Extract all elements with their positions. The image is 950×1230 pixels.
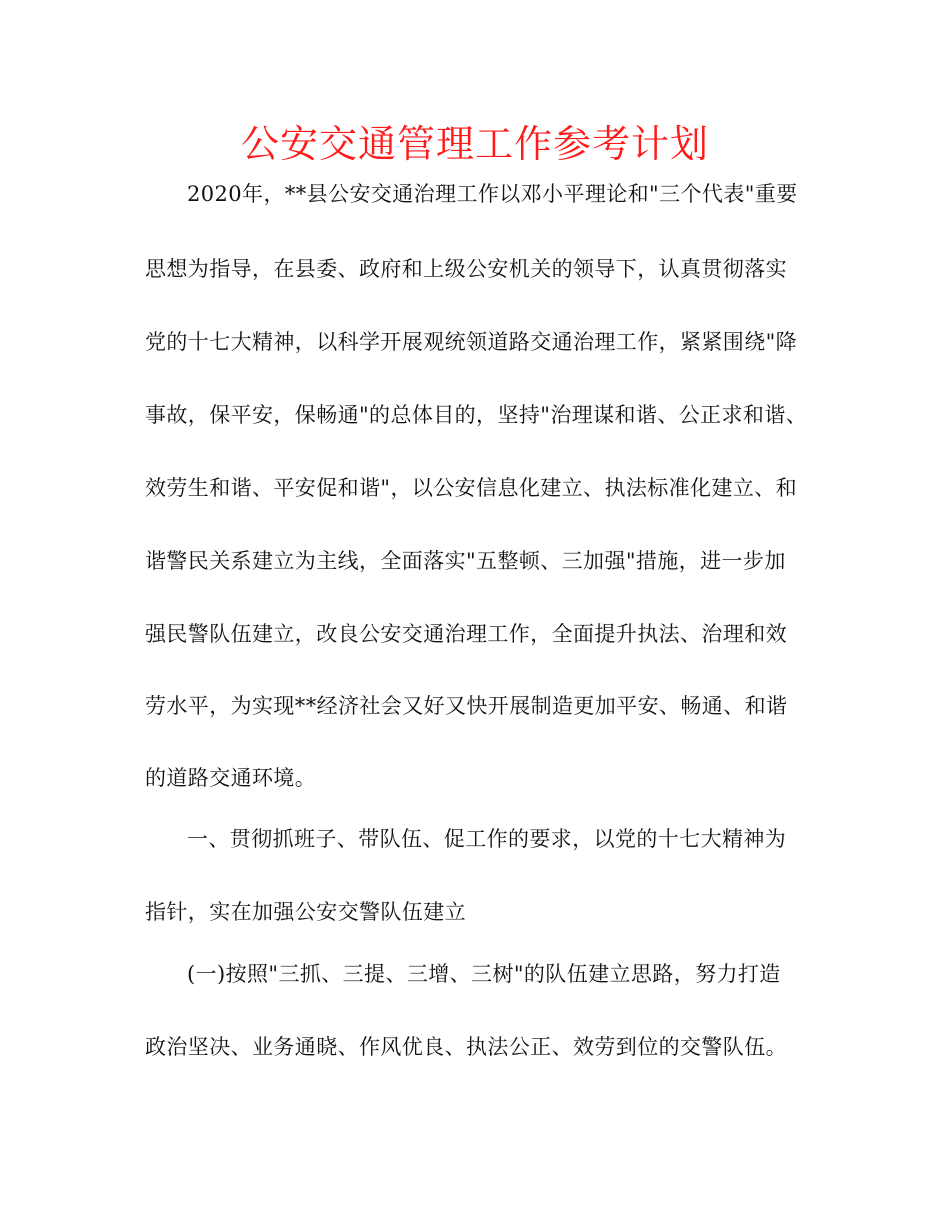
paragraph-line: 事故，保平安，保畅通"的总体目的，坚持"治理谋和谐、公正求和谐、 xyxy=(145,403,808,427)
section-heading-line: 一、贯彻抓班子、带队伍、促工作的要求，以党的十七大精神为 xyxy=(187,827,787,851)
section-heading-line: 指针，实在加强公安交警队伍建立 xyxy=(145,900,466,924)
paragraph-line: 2020年，**县公安交通治理工作以邓小平理论和"三个代表"重要 xyxy=(187,182,798,206)
paragraph-line: 的道路交通环境。 xyxy=(145,766,317,790)
subsection-line: 政治坚决、业务通晓、作风优良、执法公正、效劳到位的交警队伍。 xyxy=(145,1035,787,1059)
document-title: 公安交通管理工作参考计划 xyxy=(240,122,709,166)
paragraph-line: 思想为指导，在县委、政府和上级公安机关的领导下，认真贯彻落实 xyxy=(145,257,787,281)
paragraph-line: 谐警民关系建立为主线，全面落实"五整顿、三加强"措施，进一步加 xyxy=(145,549,786,573)
paragraph-line: 强民警队伍建立，改良公安交通治理工作，全面提升执法、治理和效 xyxy=(145,622,787,646)
paragraph-line: 党的十七大精神，以科学开展观统领道路交通治理工作，紧紧围绕"降 xyxy=(145,330,798,354)
paragraph-line: 效劳生和谐、平安促和谐"，以公安信息化建立、执法标准化建立、和 xyxy=(145,476,798,500)
paragraph-line: 劳水平，为实现**经济社会又好又快开展制造更加平安、畅通、和谐 xyxy=(145,694,788,718)
subsection-line: (一)按照"三抓、三提、三增、三树"的队伍建立思路，努力打造 xyxy=(187,962,781,986)
